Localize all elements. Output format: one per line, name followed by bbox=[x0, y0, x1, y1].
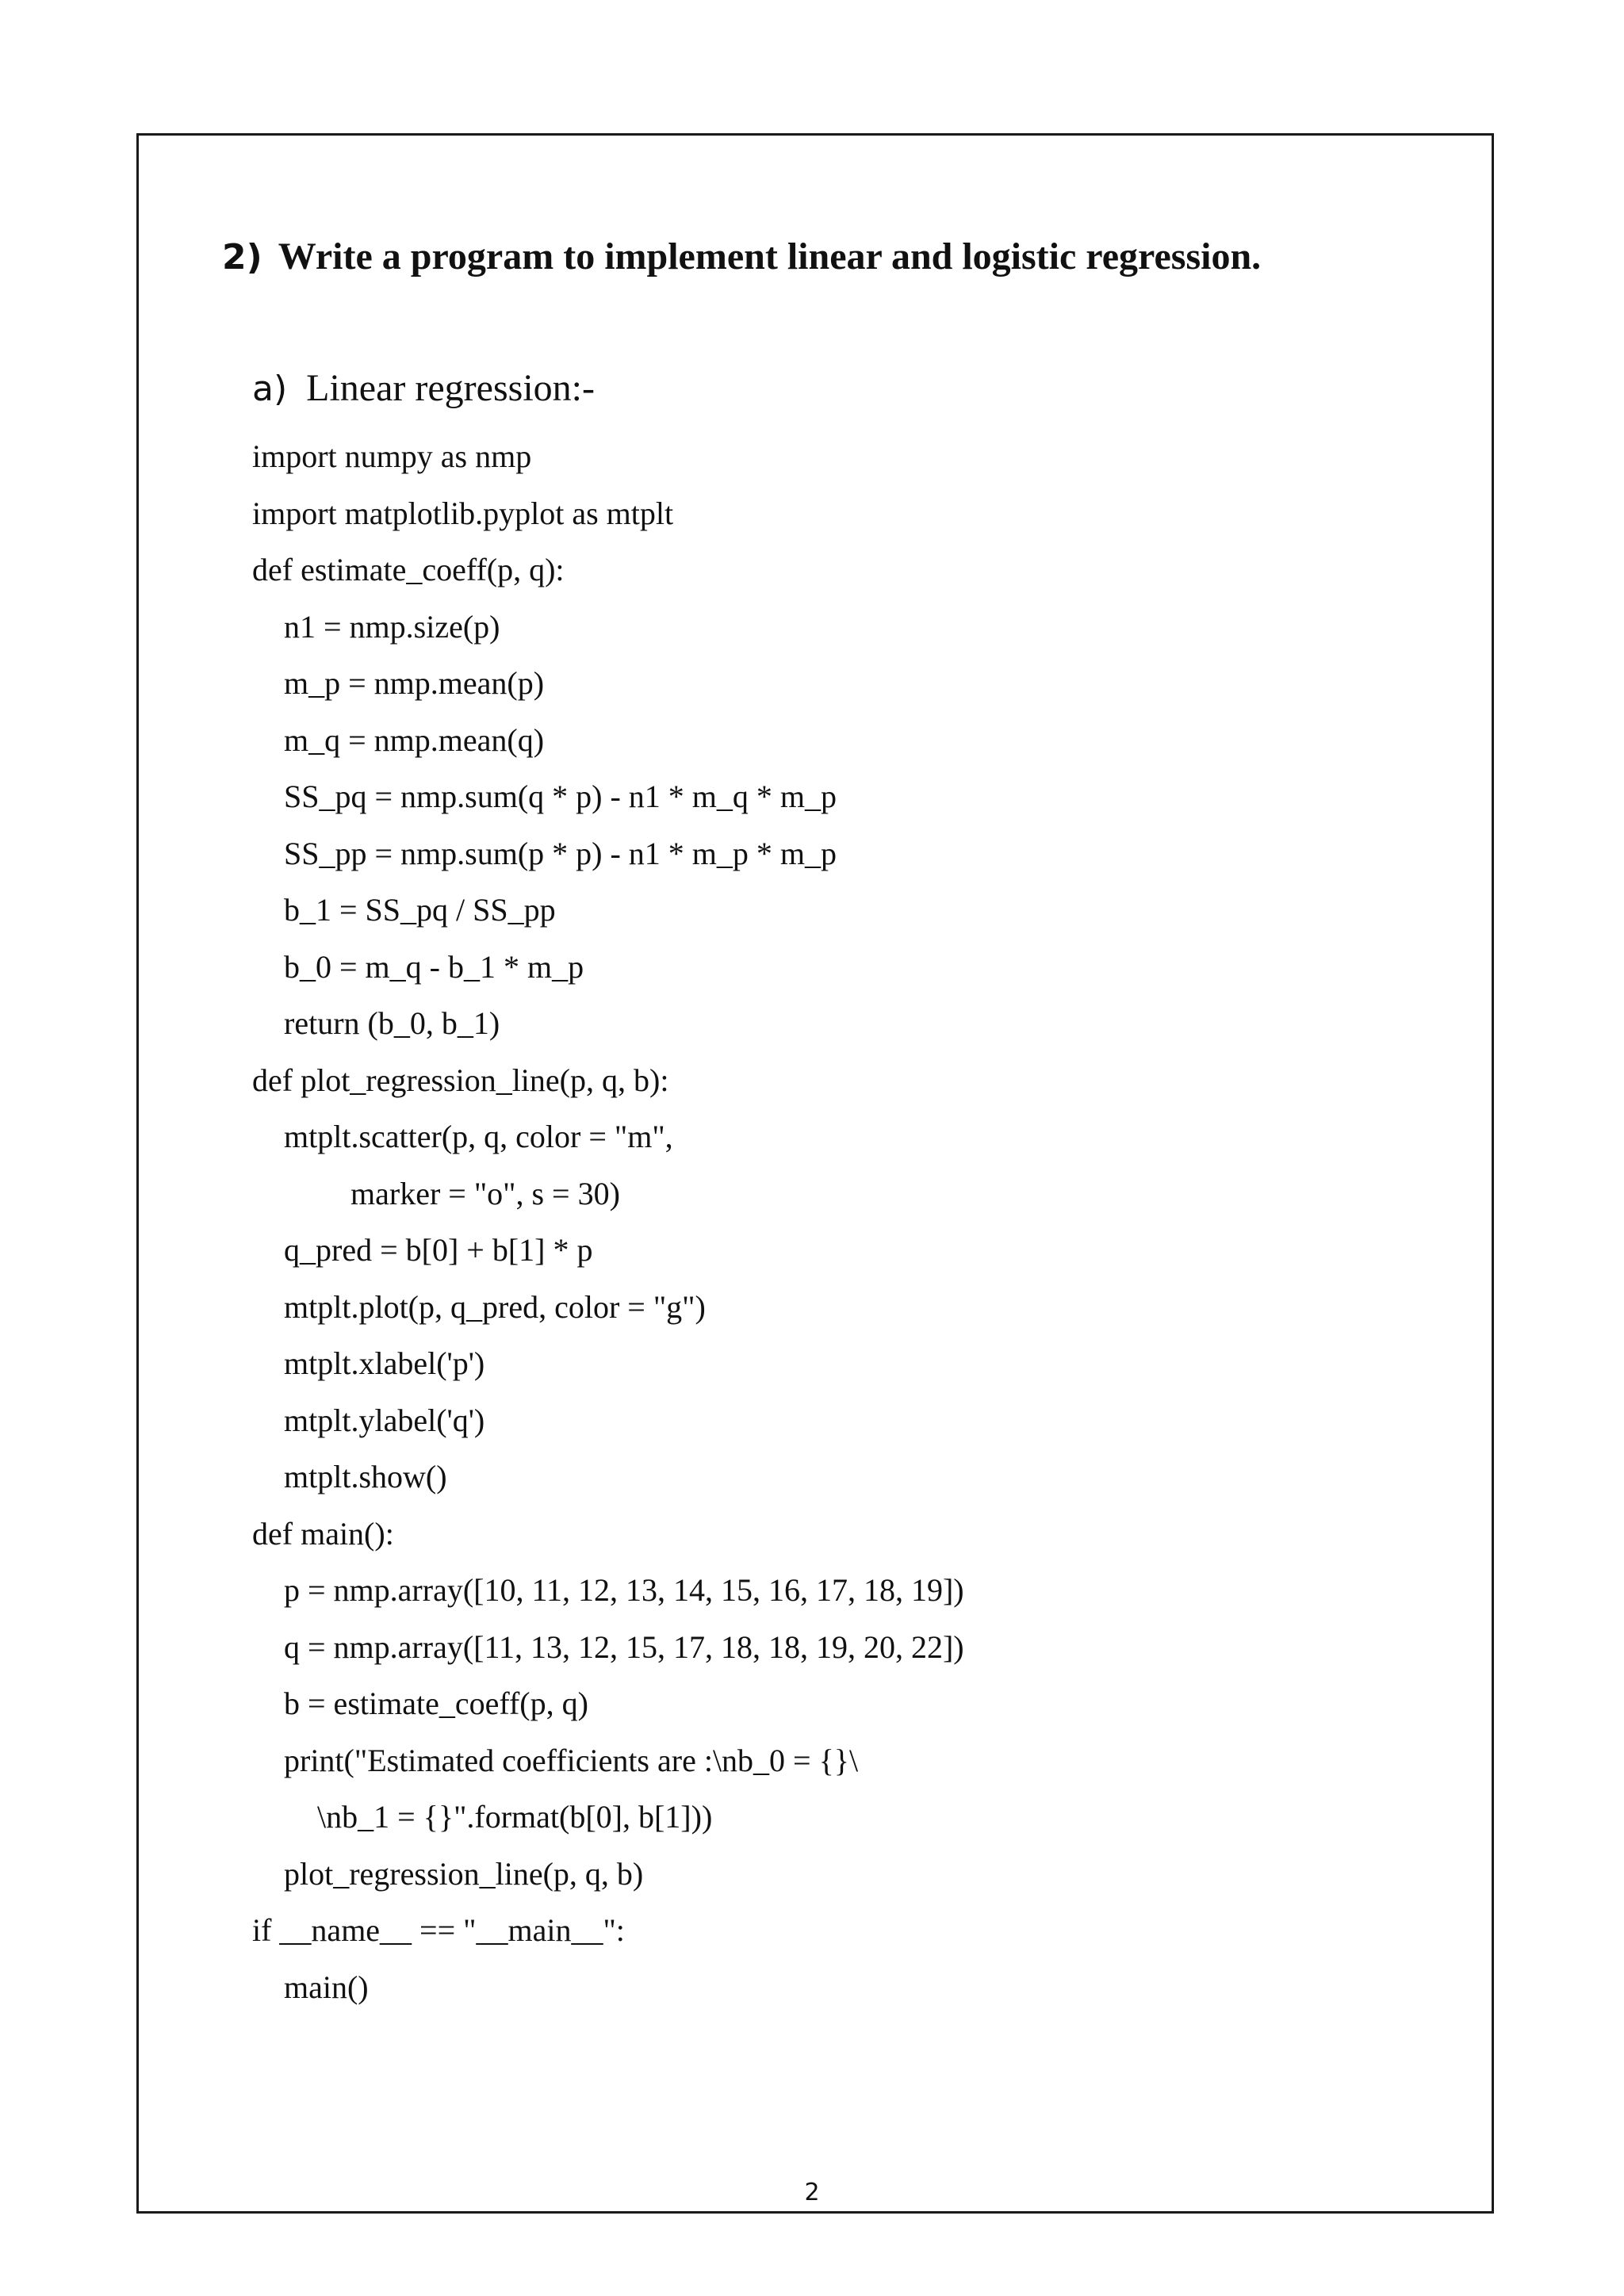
code-line: import matplotlib.pyplot as mtplt bbox=[252, 495, 674, 531]
question-title: Write a program to implement linear and logistic regression. bbox=[278, 235, 1262, 277]
code-line: p = nmp.array([10, 11, 12, 13, 14, 15, 16, 17, 18, 19]) bbox=[284, 1572, 964, 1608]
section-heading bbox=[252, 363, 595, 415]
code-line: import numpy as nmp bbox=[252, 438, 532, 474]
code-line: mtplt.xlabel('p') bbox=[284, 1345, 485, 1381]
page-number: 2 bbox=[804, 2179, 820, 2206]
code-line: def plot_regression_line(p, q, b): bbox=[252, 1062, 669, 1098]
code-line: mtplt.show() bbox=[284, 1459, 447, 1494]
code-line: SS_pp = nmp.sum(p * p) - n1 * m_p * m_p bbox=[284, 835, 837, 871]
code-line: n1 = nmp.size(p) bbox=[284, 608, 500, 645]
code-line: b = estimate_coeff(p, q) bbox=[284, 1686, 588, 1721]
code-line: b_1 = SS_pq / SS_pp bbox=[284, 892, 556, 928]
code-line: if __name__ == "__main__": bbox=[252, 1912, 625, 1948]
code-line: q_pred = b[0] + b[1] * p bbox=[284, 1232, 593, 1268]
section-title: Linear regression:- bbox=[306, 367, 595, 409]
code-line: m_p = nmp.mean(p) bbox=[284, 665, 545, 701]
code-line: SS_pq = nmp.sum(q * p) - n1 * m_q * m_p bbox=[284, 779, 837, 814]
code-line: q = nmp.array([11, 13, 12, 15, 17, 18, 18, 19, 20, 22]) bbox=[284, 1628, 964, 1665]
question-number: 2) bbox=[222, 237, 262, 277]
code-line: b_0 = m_q - b_1 * m_p bbox=[284, 948, 584, 985]
code-line: return (b_0, b_1) bbox=[284, 1005, 500, 1041]
code-line: mtplt.plot(p, q_pred, color = "g") bbox=[284, 1288, 706, 1325]
question-heading bbox=[222, 228, 1261, 286]
code-line: mtplt.scatter(p, q, color = "m", bbox=[284, 1119, 673, 1154]
code-line: def estimate_coeff(p, q): bbox=[252, 552, 565, 587]
code-line: main() bbox=[284, 1969, 369, 2005]
code-line: m_q = nmp.mean(q) bbox=[284, 721, 545, 758]
code-line: def main(): bbox=[252, 1515, 394, 1552]
code-line: \nb_1 = {}".format(b[0], b[1])) bbox=[317, 1799, 713, 1835]
section-letter: a) bbox=[252, 369, 288, 409]
code-line: mtplt.ylabel('q') bbox=[284, 1402, 485, 1438]
code-line: marker = "o", s = 30) bbox=[350, 1175, 620, 1211]
code-line: print("Estimated coefficients are :\nb_0 = {}\ bbox=[284, 1742, 859, 1778]
code-listing bbox=[252, 428, 964, 2015]
code-line: plot_regression_line(p, q, b) bbox=[284, 1855, 644, 1892]
